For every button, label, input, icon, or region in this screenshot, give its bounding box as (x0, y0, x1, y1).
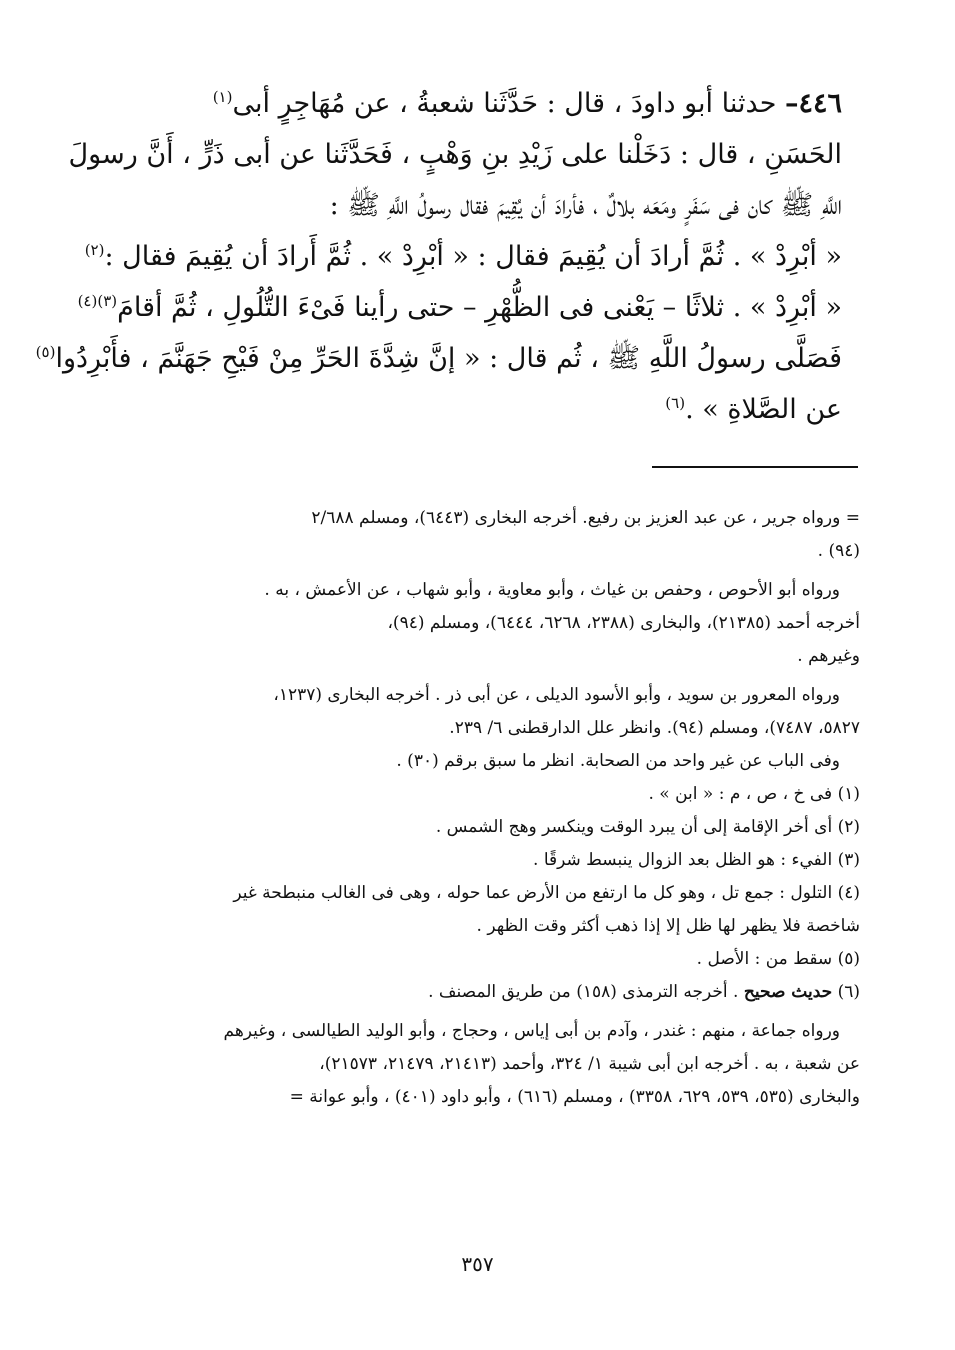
hadith-line-6: فَصَلَّى رسولُ اللَّهِ ﷺ ، ثُم قال : « إنَّ شِدَّةَ الحَرِّ مِنْ فَيْحِ جَهَنَّمَ ، فأَبْرِدُوا$^{(٥)}$ (35, 343, 842, 374)
footnote-ref: (٦) (665, 394, 686, 412)
footnote-paragraph-3: ورواه المعرور بن سويد ، وأبو الأسود الديلى ، عن أبى ذر . أخرجه البخارى (١٢٣٧، ٥٨٢٧، ٧٤٨٧)، ومسلم (٩٤). وانظر علل الدارقطنى ٦/ ٢٣٩. وفى الباب عن غير واحد من الصحابة. انظر ما سبق برقم (٣٠) . (273, 685, 860, 771)
grading-label: حديث صحيح (743, 982, 833, 1002)
hadith-line-7: عن الصَّلاةِ » .$^{(٦)}$ (665, 394, 842, 425)
footnote-4-continued: شاخصة فلا يظهر لها ظل إلا إذا ذهب أكثر وقت الظهر . (476, 916, 860, 936)
hadith-number: ٤٤٦– (784, 88, 842, 119)
footnote-1: (١) فى خ ، ص ، م : « ابن » . (648, 784, 860, 804)
footnote-paragraph-last: ورواه جماعة ، منهم : غندر ، وآدم بن أبى إياس ، وحجاج ، وأبو الوليد الطيالسى ، وغيرهم عن شعبة ، به . أخرجه ابن أبى شيبة ١/ ٣٢٤، وأحمد (٢١٤١٣، ٢١٤٧٩، ٢١٥٧٣)، والبخارى (٥٣٥، ٥٣٩، ٦٢٩، ٣٣٥٨) ، ومسلم (٦١٦) ، وأبو داود (٤٠١) ، وأبو عوانة = (223, 1021, 860, 1107)
footnote-ref: (٢) (84, 241, 105, 259)
hadith-line-2: الحَسَنِ ، قال : دَخَلْنا على زَيْدِ بنِ وَهْبٍ ، فَحَدَّثَنا عن أبى ذَرٍّ ، أَنَّ رسولَ (68, 139, 842, 170)
footnote-continuation: = ورواه جرير ، عن عبد العزيز بن رفيع. أخرجه البخارى (٦٤٤٣)، ومسلم ٢/٦٨٨ (٩٤) . (311, 508, 860, 561)
footnote-ref: (١) (212, 88, 233, 106)
footnote-4: (٤) التلول : جمع تل ، وهو كل ما ارتفع من الأرض عما حوله ، وهى فى الغالب منبطحة غير (233, 883, 860, 903)
hadith-line-5: « أبْرِدْ » . ثلاثًا – يَعْنى فى الظُّهْرِ – حتى رأينا فَىْءَ التُّلُولِ ، ثُمَّ أقامَ$^{(٣)(٤)}$ (77, 292, 842, 323)
footnote-separator (652, 466, 858, 468)
footnote-ref: (٥) (35, 343, 56, 361)
footnote-ref: (٤) (77, 292, 98, 310)
footnote-3: (٣) الفيء : هو الظل بعد الزوال ينبسط شرقًا . (533, 850, 860, 870)
hadith-line-4: « أبْرِدْ » . ثُمَّ أرادَ أن يُقِيمَ فقال : « أبْرِدْ » . ثُمَّ أَرادَ أن يُقِيمَ فقال :$^{(٢)}$ (84, 241, 842, 272)
footnotes (145, 502, 860, 1114)
hadith-line-1: ٤٤٦– حدثنا أبو داودَ ، قال : حَدَّثَنا شعبةُ ، عن مُهَاجِرٍ أبى$^{(١)}$ (212, 88, 842, 119)
footnote-paragraph-2: ورواه أبو الأحوص ، وحفص بن غياث ، وأبو معاوية ، وأبو شهاب ، عن الأعمش ، به . أخرجه أحمد (٢١٣٨٥)، والبخارى (٢٣٨٨، ٦٢٦٨، ٦٤٤٤)، ومسلم (٩٤)، وغيرهم . (264, 580, 860, 666)
page-number: ٣٥٧ (461, 1252, 494, 1276)
hadith-text (35, 78, 842, 435)
footnote-2: (٢) أى أخر الإقامة إلى أن يبرد الوقت وينكسر وهج الشمس . (435, 817, 860, 837)
hadith-line-3: اللَّهِ ﷺ كان فى سَفَرٍ ومَعَه بلالٌ ، فأرادَ أن يُقِيمَ فقال رسولُ اللَّهِ ﷺ : (329, 190, 842, 221)
footnote-5: (٥) سقط من : الأصل . (696, 949, 860, 969)
footnote-ref: (٣) (97, 292, 118, 310)
footnote-6: (٦) حديث صحيح . أخرجه الترمذى (١٥٨) من طريق المصنف . (428, 982, 860, 1002)
